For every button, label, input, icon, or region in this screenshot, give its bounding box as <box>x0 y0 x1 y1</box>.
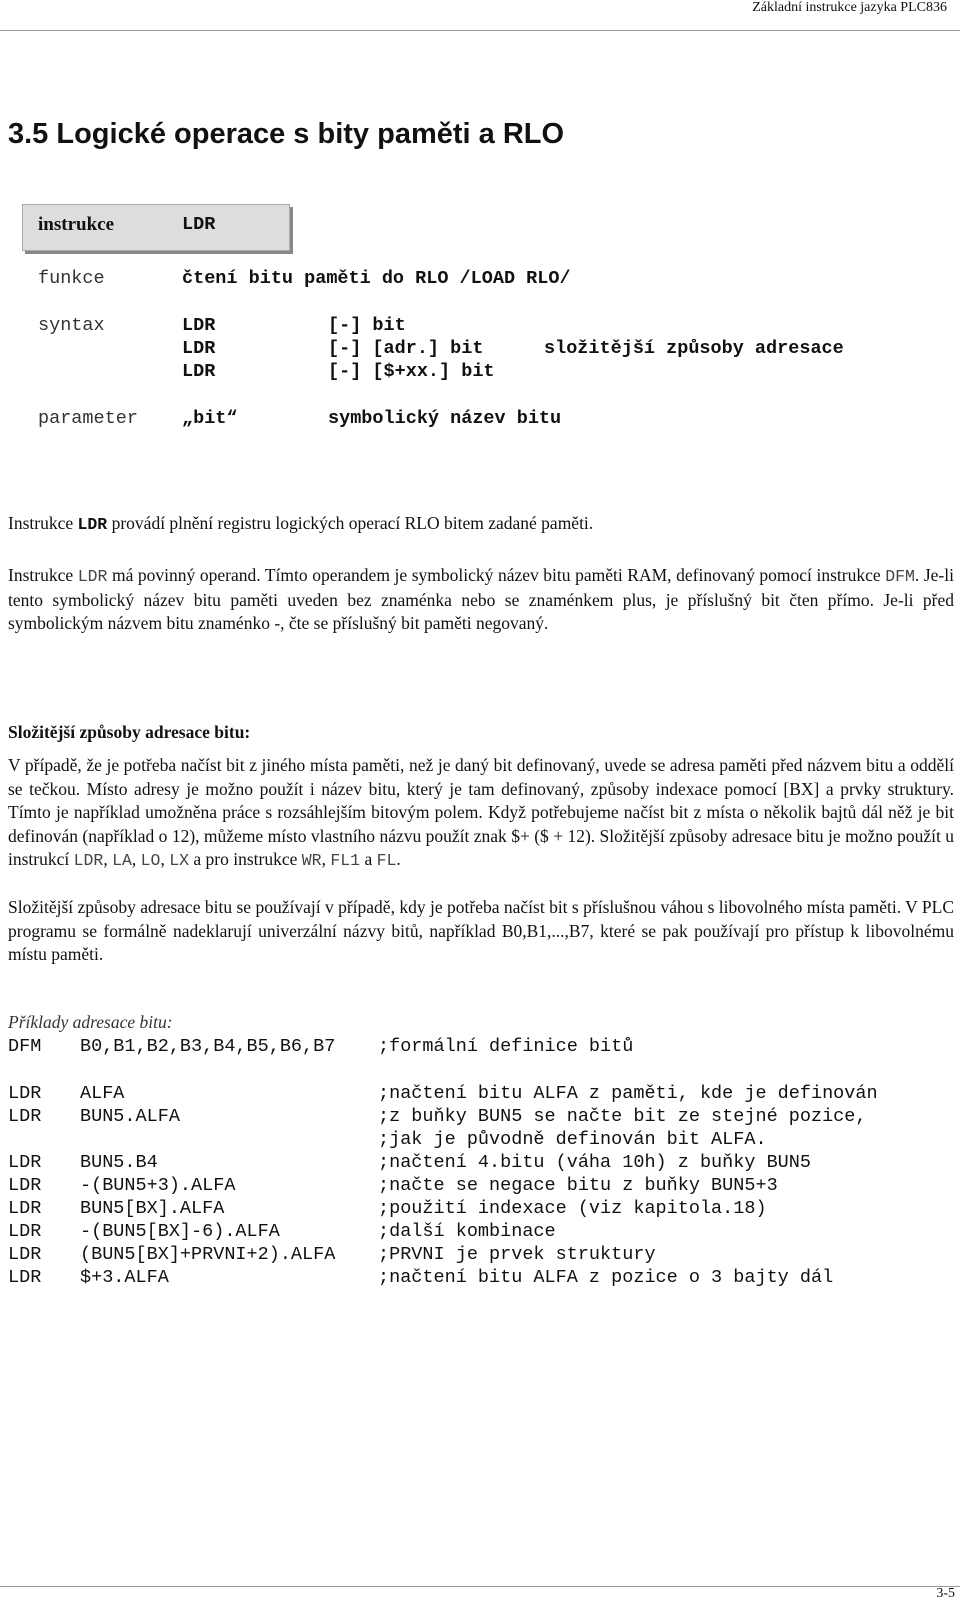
code-line: DFM B0,B1,B2,B3,B4,B5,B6,B7 ;formální definice bitů <box>8 1036 634 1057</box>
code-ldr: LDR <box>77 515 108 534</box>
paragraph-usage: Složitější způsoby adresace bitu se používají v případě, kdy je potřeba načíst bit s příslušnou váhou s libovolného místa paměti. V PLC programu se formálně nadeklarují univerzální názvy bitů, například B0,B1,...,B7, které se pak používají pro přístup k libovolnému místu paměti. <box>8 897 954 964</box>
syntax-cmd: LDR <box>182 338 216 359</box>
code-line: LDR (BUN5[BX]+PRVNI+2).ALFA ;PRVNI je prvek struktury <box>8 1244 656 1265</box>
syntax-label: syntax <box>38 315 105 336</box>
paragraph-addressing: V případě, že je potřeba načíst bit z jiného místa paměti, než je daný bit definovaný, uvede se adresa paměti před názvem bitu a oddělí se tečkou. Místo adresy je možno použít i název bitu, který je tam definovaný, způsoby indexace pomocí [BX] a prvky struktury. Tímto je například umožněna práce s rozsáhlejším bitovým polem. Když potřebujeme načíst bit z místa o několik bajtů dál něž je bit definován (například o 12), můžeme místo vlastního názvu použít znak $+ ($ + 12). Složitější způsoby adresace bitu je možno použít u instrukcí LDR, LA, LO, LX a pro instrukce WR, FL1 a FL. <box>8 755 954 870</box>
instr-label: instrukce <box>38 214 114 235</box>
code-line: LDR -(BUN5+3).ALFA ;načte se negace bitu z buňky BUN5+3 <box>8 1175 778 1196</box>
footer-rule <box>0 1586 960 1587</box>
section-title: 3.5 Logické operace s bity paměti a RLO <box>8 118 565 150</box>
subheading: Složitější způsoby adresace bitu: <box>8 722 251 742</box>
header-rule <box>0 30 960 31</box>
syntax-arg: [-] [$+xx.] bit <box>328 361 495 382</box>
syntax-cmd: LDR <box>182 315 216 336</box>
syntax-note: složitější způsoby adresace <box>544 338 844 359</box>
examples-heading: Příklady adresace bitu: <box>8 1012 173 1032</box>
code-line: LDR -(BUN5[BX]-6).ALFA ;další kombinace <box>8 1221 556 1242</box>
param-label: parameter <box>38 408 138 429</box>
paragraph-operand: Instrukce LDR má povinný operand. Tímto operandem je symbolický název bitu paměti RAM, definovaný pomocí instrukce DFM. Je-li tento symbolický název bitu paměti uveden bez znaménka nebo se znaménkem plus, je příslušný bit čten přímo. Je-li před symbolickým názvem bitu znaménko -, čte se příslušný bit paměti negovaný. <box>8 565 954 633</box>
code-line: LDR BUN5.B4 ;načtení 4.bitu (váha 10h) z buňky BUN5 <box>8 1152 811 1173</box>
code-line: LDR ALFA ;načtení bitu ALFA z paměti, kde je definován <box>8 1083 878 1104</box>
running-header: Základní instrukce jazyka PLC836 <box>752 0 947 15</box>
code-line: LDR BUN5.ALFA ;z buňky BUN5 se načte bit ze stejné pozice, <box>8 1106 867 1127</box>
instr-value: LDR <box>182 214 216 235</box>
func-label: funkce <box>38 268 105 289</box>
param-value: „bit“ <box>182 408 238 429</box>
code-line: ;jak je původně definován bit ALFA. <box>378 1129 767 1150</box>
func-value: čtení bitu paměti do RLO /LOAD RLO/ <box>182 268 571 289</box>
syntax-arg: [-] [adr.] bit <box>328 338 484 359</box>
code-line: LDR BUN5[BX].ALFA ;použití indexace (viz kapitola.18) <box>8 1198 767 1219</box>
code-line: LDR $+3.ALFA ;načtení bitu ALFA z pozice o 3 bajty dál <box>8 1267 834 1288</box>
page-number: 3-5 <box>936 1586 955 1601</box>
code-ldr: LDR <box>77 567 108 586</box>
code-dfm: DFM <box>885 567 915 586</box>
param-desc: symbolický název bitu <box>328 408 562 429</box>
syntax-cmd: LDR <box>182 361 216 382</box>
syntax-arg: [-] bit <box>328 315 406 336</box>
paragraph-intro: Instrukce LDR provádí plnění registru logických operací RLO bitem zadané paměti. <box>8 513 594 534</box>
